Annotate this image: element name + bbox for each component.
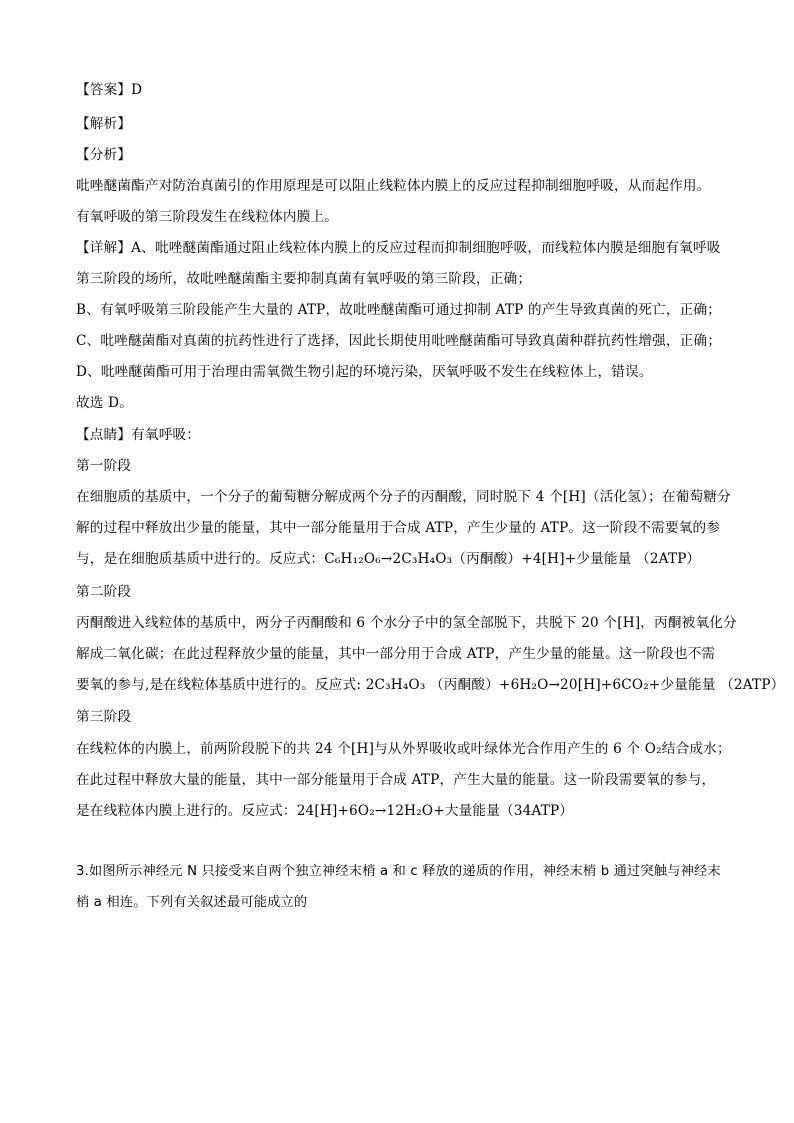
question3-line-1: 3.如图所示神经元 N 只接受来自两个独立神经末梢 a 和 c 释放的递质的作用，神经末梢 b 通过突触与神经末 bbox=[76, 864, 721, 879]
stage1-line-2: 解的过程中释放出少量的能量，其中一部分能量用于合成 ATP，产生少量的 ATP。这一阶段不需要氧的参 bbox=[76, 520, 721, 536]
stage2-line-2: 解成二氧化碳；在此过程释放少量的能量，其中一部分用于合成 ATP，产生少量的能量。这一阶段也不需 bbox=[76, 646, 716, 662]
fenxi-heading: 【分析】 bbox=[76, 147, 132, 163]
detail-c-line: C、吡唑醚菌酯对真菌的抗药性进行了选择，因此长期使用吡唑醚菌酯可导致真菌种群抗药性增强，正确； bbox=[76, 333, 722, 349]
stage3-line-3: 是在线粒体内膜上进行的。反应式：24[H]+6O₂→12H₂O+大量能量（34ATP） bbox=[76, 803, 574, 819]
stage2-line-1: 丙酮酸进入线粒体的基质中，两分子丙酮酸和 6 个水分子中的氢全部脱下，共脱下 20 个[H]，丙酮被氧化分 bbox=[76, 615, 737, 631]
question3-line-2: 梢 a 相连。下列有关叙述最可能成立的 bbox=[76, 895, 308, 910]
stage3-line-2: 在此过程中释放大量的能量，其中一部分能量用于合成 ATP，产生大量的能量。这一阶段需要氧的参与， bbox=[76, 772, 716, 788]
dianjing-heading: 【点睛】有氧呼吸： bbox=[76, 427, 201, 443]
stage3-title: 第三阶段 bbox=[76, 709, 132, 725]
fenxi-text-line-2: 有氧呼吸的第三阶段发生在线粒体内膜上。 bbox=[76, 209, 339, 225]
detail-d-line: D、吡唑醚菌酯可用于治理由需氧微生物引起的环境污染，厌氧呼吸不发生在线粒体上，错误。 bbox=[76, 364, 653, 380]
stage2-title: 第二阶段 bbox=[76, 584, 132, 600]
stage2-line-3: 要氧的参与,是在线粒体基质中进行的。反应式: 2C₃H₄O₃ （丙酮酸）+6H₂O→20[H]+6CO₂+少量能量 （2ATP） bbox=[76, 677, 785, 693]
fenxi-text-line-1: 吡唑醚菌酯产对防治真菌引的作用原理是可以阻止线粒体内膜上的反应过程抑制细胞呼吸，从而起作用。 bbox=[76, 178, 711, 194]
detail-b-line: B、有氧呼吸第三阶段能产生大量的 ATP，故吡唑醚菌酯可通过抑制 ATP 的产生导致真菌的死亡，正确； bbox=[76, 302, 722, 318]
stage1-title: 第一阶段 bbox=[76, 458, 132, 474]
analysis-heading: 【解析】 bbox=[76, 116, 132, 132]
stage3-line-1: 在线粒体的内膜上，前两阶段脱下的共 24 个[H]与从外界吸收或叶绿体光合作用产生的 6 个 O₂结合成水； bbox=[76, 741, 731, 757]
conclusion-line: 故选 D。 bbox=[76, 395, 134, 411]
detail-a-line-2: 第三阶段的场所，故吡唑醚菌酯主要抑制真菌有氧呼吸的第三阶段，正确； bbox=[76, 271, 532, 287]
stage1-line-3: 与，是在细胞质基质中进行的。反应式：C₆H₁₂O₆→2C₃H₄O₃（丙酮酸）+4[H]+少量能量 （2ATP） bbox=[76, 551, 701, 567]
stage1-line-1: 在细胞质的基质中，一个分子的葡萄糖分解成两个分子的丙酮酸，同时脱下 4 个[H]（活化氢）；在葡萄糖分 bbox=[76, 489, 731, 505]
answer-line: 【答案】D bbox=[76, 82, 143, 98]
detail-a-line-1: 【详解】A、吡唑醚菌酯通过阻止线粒体内膜上的反应过程而抑制细胞呼吸，而线粒体内膜是细胞有氧呼吸 bbox=[76, 240, 721, 256]
